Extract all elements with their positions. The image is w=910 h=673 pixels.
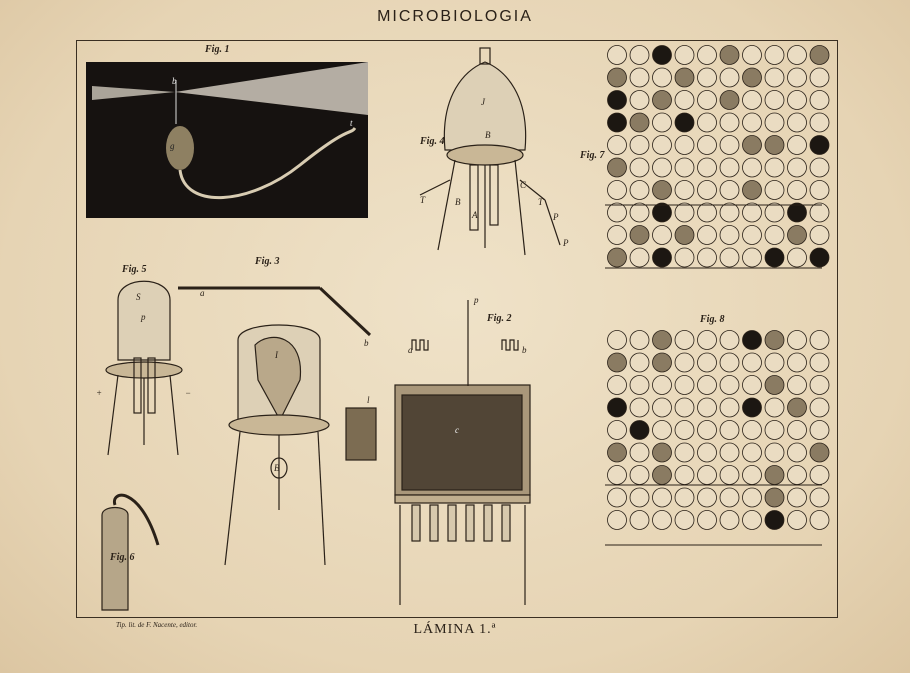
culture-dish bbox=[630, 181, 649, 200]
culture-dish bbox=[720, 46, 739, 65]
culture-dish bbox=[608, 331, 627, 350]
fig8-culture-grid bbox=[608, 331, 830, 530]
culture-dish bbox=[720, 158, 739, 177]
fig1-letter-t: t bbox=[350, 118, 353, 128]
culture-dish bbox=[810, 443, 829, 462]
culture-dish bbox=[765, 398, 784, 417]
culture-dish bbox=[810, 421, 829, 440]
culture-dish bbox=[788, 113, 807, 132]
culture-dish bbox=[630, 331, 649, 350]
culture-dish bbox=[765, 226, 784, 245]
culture-dish bbox=[720, 181, 739, 200]
culture-dish bbox=[630, 443, 649, 462]
culture-dish bbox=[653, 466, 672, 485]
fig5-drawing bbox=[106, 281, 182, 455]
culture-dish bbox=[765, 376, 784, 395]
culture-dish bbox=[765, 488, 784, 507]
culture-dish bbox=[810, 398, 829, 417]
culture-dish bbox=[675, 91, 694, 110]
culture-dish bbox=[720, 353, 739, 372]
fig1-letter-g: g bbox=[170, 141, 175, 151]
culture-dish bbox=[698, 181, 717, 200]
culture-dish bbox=[720, 226, 739, 245]
culture-dish bbox=[653, 226, 672, 245]
culture-dish bbox=[653, 331, 672, 350]
culture-dish bbox=[630, 91, 649, 110]
culture-dish bbox=[608, 466, 627, 485]
culture-dish bbox=[765, 353, 784, 372]
culture-dish bbox=[720, 91, 739, 110]
culture-dish bbox=[810, 46, 829, 65]
culture-dish bbox=[765, 181, 784, 200]
culture-dish bbox=[675, 398, 694, 417]
culture-dish bbox=[630, 421, 649, 440]
culture-dish bbox=[788, 488, 807, 507]
culture-dish bbox=[810, 113, 829, 132]
fig4-letter-t2: T bbox=[538, 197, 544, 207]
culture-dish bbox=[788, 248, 807, 267]
culture-dish bbox=[698, 331, 717, 350]
culture-dish bbox=[720, 466, 739, 485]
culture-dish bbox=[653, 443, 672, 462]
culture-dish bbox=[720, 248, 739, 267]
culture-dish bbox=[788, 68, 807, 87]
fig6-label: Fig. 6 bbox=[110, 552, 135, 563]
fig3-letter-i: I bbox=[275, 350, 278, 360]
culture-dish bbox=[675, 353, 694, 372]
culture-dish bbox=[653, 46, 672, 65]
fig4-drawing bbox=[420, 48, 560, 255]
printer-credit: Tip. lit. de F. Nacente, editor. bbox=[116, 621, 198, 629]
culture-dish bbox=[698, 226, 717, 245]
culture-dish bbox=[765, 158, 784, 177]
fig2-letter-p: p bbox=[474, 295, 479, 305]
culture-dish bbox=[743, 443, 762, 462]
culture-dish bbox=[630, 46, 649, 65]
fig4-letter-p2: P bbox=[563, 238, 569, 248]
culture-dish bbox=[698, 136, 717, 155]
fig3-letter-a: a bbox=[200, 288, 205, 298]
culture-dish bbox=[743, 46, 762, 65]
culture-dish bbox=[743, 511, 762, 530]
culture-dish bbox=[653, 91, 672, 110]
culture-dish bbox=[743, 353, 762, 372]
culture-dish bbox=[788, 398, 807, 417]
fig3-letter-b: b bbox=[364, 338, 369, 348]
culture-dish bbox=[675, 226, 694, 245]
culture-dish bbox=[653, 376, 672, 395]
culture-dish bbox=[810, 181, 829, 200]
culture-dish bbox=[720, 203, 739, 222]
fig2-drawing bbox=[346, 300, 530, 605]
fig2-label: Fig. 2 bbox=[487, 313, 512, 324]
fig5-letter-s: S bbox=[136, 292, 141, 302]
culture-dish bbox=[698, 353, 717, 372]
culture-dish bbox=[788, 466, 807, 485]
culture-dish bbox=[788, 353, 807, 372]
culture-dish bbox=[743, 398, 762, 417]
fig2-letter-b: b bbox=[522, 345, 527, 355]
culture-dish bbox=[743, 68, 762, 87]
culture-dish bbox=[810, 376, 829, 395]
culture-dish bbox=[608, 181, 627, 200]
culture-dish bbox=[743, 376, 762, 395]
culture-dish bbox=[653, 398, 672, 417]
culture-dish bbox=[765, 248, 784, 267]
fig4-letter-p: P bbox=[553, 212, 559, 222]
fig3-drawing bbox=[178, 288, 370, 565]
culture-dish bbox=[608, 203, 627, 222]
fig7-label: Fig. 7 bbox=[580, 150, 605, 161]
culture-dish bbox=[720, 488, 739, 507]
culture-dish bbox=[720, 398, 739, 417]
culture-dish bbox=[765, 113, 784, 132]
culture-dish bbox=[810, 248, 829, 267]
fig4-letter-a: A bbox=[472, 210, 478, 220]
fig5-label: Fig. 5 bbox=[122, 264, 147, 275]
culture-dish bbox=[653, 68, 672, 87]
culture-dish bbox=[675, 421, 694, 440]
culture-dish bbox=[608, 91, 627, 110]
fig5-letter-p: p bbox=[141, 312, 146, 322]
culture-dish bbox=[743, 181, 762, 200]
culture-dish bbox=[608, 353, 627, 372]
plate-title: MICROBIOLOGIA bbox=[377, 8, 533, 25]
culture-dish bbox=[675, 181, 694, 200]
culture-dish bbox=[653, 488, 672, 507]
fig7-culture-grid bbox=[608, 46, 830, 268]
culture-dish bbox=[608, 511, 627, 530]
culture-dish bbox=[630, 68, 649, 87]
culture-dish bbox=[608, 46, 627, 65]
culture-dish bbox=[630, 376, 649, 395]
culture-dish bbox=[788, 226, 807, 245]
culture-dish bbox=[720, 421, 739, 440]
culture-dish bbox=[765, 46, 784, 65]
culture-dish bbox=[743, 248, 762, 267]
culture-dish bbox=[743, 488, 762, 507]
fig4-letter-c: C bbox=[520, 180, 527, 190]
culture-dish bbox=[765, 466, 784, 485]
culture-dish bbox=[608, 248, 627, 267]
fig4-letter-t: T bbox=[420, 195, 426, 205]
culture-dish bbox=[810, 68, 829, 87]
culture-dish bbox=[698, 203, 717, 222]
culture-dish bbox=[810, 158, 829, 177]
fig8-label: Fig. 8 bbox=[700, 314, 725, 325]
culture-dish bbox=[675, 68, 694, 87]
culture-dish bbox=[653, 158, 672, 177]
culture-dish bbox=[720, 136, 739, 155]
fig2-letter-l: l bbox=[367, 395, 370, 405]
culture-dish bbox=[788, 158, 807, 177]
culture-dish bbox=[630, 398, 649, 417]
culture-dish bbox=[653, 353, 672, 372]
culture-dish bbox=[608, 376, 627, 395]
culture-dish bbox=[630, 158, 649, 177]
culture-dish bbox=[788, 443, 807, 462]
culture-dish bbox=[810, 331, 829, 350]
culture-dish bbox=[653, 181, 672, 200]
culture-dish bbox=[743, 203, 762, 222]
culture-dish bbox=[653, 113, 672, 132]
culture-dish bbox=[743, 113, 762, 132]
culture-dish bbox=[788, 136, 807, 155]
culture-dish bbox=[698, 113, 717, 132]
culture-dish bbox=[720, 331, 739, 350]
culture-dish bbox=[810, 466, 829, 485]
culture-dish bbox=[698, 376, 717, 395]
culture-dish bbox=[698, 46, 717, 65]
fig4-letter-j: J bbox=[481, 97, 485, 107]
culture-dish bbox=[765, 443, 784, 462]
culture-dish bbox=[608, 398, 627, 417]
culture-dish bbox=[698, 91, 717, 110]
culture-dish bbox=[743, 331, 762, 350]
culture-dish bbox=[720, 68, 739, 87]
culture-dish bbox=[720, 376, 739, 395]
culture-dish bbox=[765, 331, 784, 350]
culture-dish bbox=[675, 136, 694, 155]
culture-dish bbox=[788, 46, 807, 65]
culture-dish bbox=[675, 113, 694, 132]
fig1-drawing bbox=[92, 62, 368, 198]
culture-dish bbox=[788, 421, 807, 440]
culture-dish bbox=[653, 511, 672, 530]
culture-dish bbox=[675, 331, 694, 350]
culture-dish bbox=[788, 331, 807, 350]
culture-dish bbox=[698, 68, 717, 87]
culture-dish bbox=[675, 203, 694, 222]
culture-dish bbox=[765, 421, 784, 440]
culture-dish bbox=[630, 226, 649, 245]
culture-dish bbox=[743, 466, 762, 485]
culture-dish bbox=[698, 511, 717, 530]
culture-dish bbox=[788, 203, 807, 222]
culture-dish bbox=[630, 203, 649, 222]
culture-dish bbox=[630, 353, 649, 372]
culture-dish bbox=[743, 226, 762, 245]
culture-dish bbox=[810, 226, 829, 245]
culture-dish bbox=[698, 158, 717, 177]
culture-dish bbox=[675, 376, 694, 395]
fig1-letter-b: b bbox=[172, 76, 177, 86]
culture-dish bbox=[810, 353, 829, 372]
culture-dish bbox=[675, 158, 694, 177]
culture-dish bbox=[608, 113, 627, 132]
culture-dish bbox=[675, 466, 694, 485]
culture-dish bbox=[608, 68, 627, 87]
culture-dish bbox=[743, 136, 762, 155]
fig2-letter-a: a bbox=[408, 345, 413, 355]
culture-dish bbox=[765, 136, 784, 155]
culture-dish bbox=[675, 443, 694, 462]
culture-dish bbox=[698, 248, 717, 267]
culture-dish bbox=[653, 136, 672, 155]
culture-dish bbox=[743, 91, 762, 110]
culture-dish bbox=[698, 398, 717, 417]
culture-dish bbox=[720, 113, 739, 132]
culture-dish bbox=[698, 488, 717, 507]
culture-dish bbox=[698, 443, 717, 462]
culture-dish bbox=[788, 511, 807, 530]
culture-dish bbox=[765, 68, 784, 87]
culture-dish bbox=[743, 158, 762, 177]
culture-dish bbox=[653, 248, 672, 267]
culture-dish bbox=[608, 136, 627, 155]
culture-dish bbox=[608, 158, 627, 177]
culture-dish bbox=[788, 91, 807, 110]
culture-dish bbox=[810, 488, 829, 507]
culture-dish bbox=[743, 421, 762, 440]
culture-dish bbox=[630, 136, 649, 155]
fig3-label: Fig. 3 bbox=[255, 256, 280, 267]
culture-dish bbox=[698, 466, 717, 485]
culture-dish bbox=[675, 248, 694, 267]
culture-dish bbox=[765, 91, 784, 110]
fig4-label: Fig. 4 bbox=[420, 136, 445, 147]
culture-dish bbox=[653, 421, 672, 440]
plate-number: LÁMINA 1.ª bbox=[413, 622, 497, 637]
culture-dish bbox=[810, 136, 829, 155]
culture-dish bbox=[675, 46, 694, 65]
culture-dish bbox=[788, 376, 807, 395]
culture-dish bbox=[608, 421, 627, 440]
culture-dish bbox=[608, 443, 627, 462]
culture-dish bbox=[765, 203, 784, 222]
culture-dish bbox=[720, 511, 739, 530]
culture-dish bbox=[653, 203, 672, 222]
fig1-label: Fig. 1 bbox=[205, 44, 230, 55]
fig3-letter-b2: B bbox=[274, 463, 280, 473]
culture-dish bbox=[765, 511, 784, 530]
culture-dish bbox=[630, 248, 649, 267]
culture-dish bbox=[608, 226, 627, 245]
culture-dish bbox=[810, 511, 829, 530]
fig4-letter-b2: B bbox=[455, 197, 461, 207]
fig5-letter-minus: − bbox=[185, 388, 192, 398]
culture-dish bbox=[698, 421, 717, 440]
fig2-letter-c: c bbox=[455, 425, 459, 435]
fig4-letter-b: B bbox=[485, 130, 491, 140]
culture-dish bbox=[810, 91, 829, 110]
culture-dish bbox=[810, 203, 829, 222]
culture-dish bbox=[608, 488, 627, 507]
culture-dish bbox=[630, 511, 649, 530]
culture-dish bbox=[788, 181, 807, 200]
culture-dish bbox=[675, 511, 694, 530]
culture-dish bbox=[675, 488, 694, 507]
culture-dish bbox=[630, 466, 649, 485]
fig5-letter-plus: + bbox=[96, 388, 103, 398]
culture-dish bbox=[720, 443, 739, 462]
culture-dish bbox=[630, 488, 649, 507]
culture-dish bbox=[630, 113, 649, 132]
